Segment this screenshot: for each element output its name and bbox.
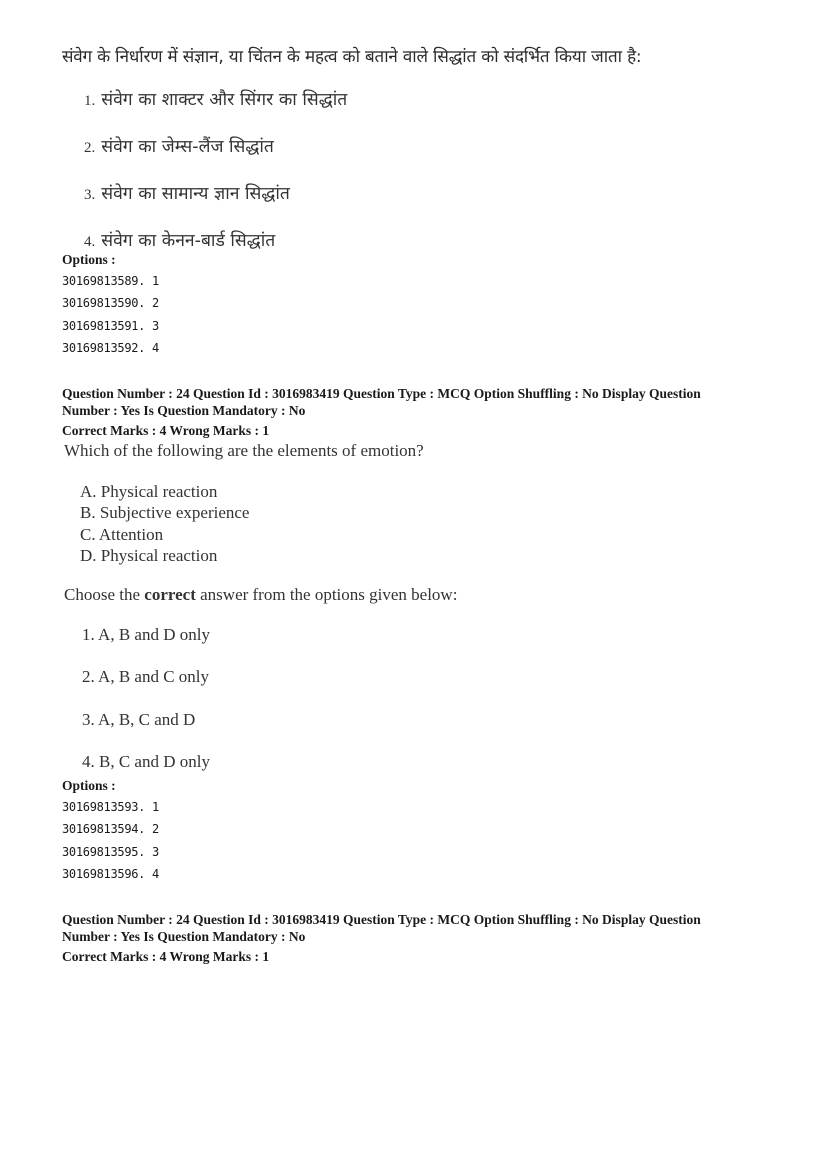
- meta-line: Question Number : 24 Question Id : 3016983419 Question Type : MCQ Option Shuffling : No Display Question: [62, 386, 701, 401]
- options-label: Options :: [62, 252, 116, 267]
- choice-text: संवेग का जेम्स-लैंज सिद्धांत: [101, 137, 274, 157]
- hindi-question-text: संवेग के निर्धारण में संज्ञान, या चिंतन के महत्व को बताने वाले सिद्धांत को संदर्भित किया जाता है:: [62, 47, 642, 67]
- hindi-choice: [84, 182, 347, 229]
- choice-list: [82, 623, 210, 792]
- choice: 3. A, B, C and D: [82, 709, 196, 729]
- option-id: 30169813596. 4: [62, 867, 159, 882]
- choice: 2. A, B and C only: [82, 667, 210, 687]
- question-meta: [62, 911, 772, 965]
- instruction-post: answer from the options given below:: [195, 585, 458, 604]
- choice: 1. A, B and D only: [82, 625, 210, 644]
- instruction-bold: correct: [144, 585, 196, 604]
- meta-line: Question Number : 24 Question Id : 3016983419 Question Type : MCQ Option Shuffling : No Display Question: [62, 912, 701, 927]
- statement: B. Subjective experience: [80, 503, 250, 523]
- choice-number: 1.: [84, 93, 96, 109]
- option-id: 30169813591. 3: [62, 318, 159, 333]
- question-text: Which of the following are the elements of emotion?: [64, 441, 424, 460]
- choice-number: 4.: [84, 234, 96, 250]
- option-id: 30169813593. 1: [62, 800, 159, 814]
- choice-number: 3.: [84, 187, 96, 203]
- meta-line: Number : Yes Is Question Mandatory : No: [62, 403, 306, 418]
- option-id: 30169813590. 2: [62, 296, 159, 311]
- choice-number: 2.: [84, 140, 96, 156]
- option-id: 30169813589. 1: [62, 274, 159, 288]
- choice-text: संवेग का शाक्टर और सिंगर का सिद्धांत: [101, 90, 348, 110]
- option-id: 30169813592. 4: [62, 341, 159, 356]
- marks-line: Correct Marks : 4 Wrong Marks : 1: [62, 949, 270, 964]
- statement: C. Attention: [80, 524, 164, 544]
- options-block: [62, 250, 159, 360]
- instruction-pre: Choose the: [64, 585, 145, 604]
- statement: A. Physical reaction: [80, 482, 218, 501]
- option-id: 30169813595. 3: [62, 844, 159, 859]
- meta-line: Number : Yes Is Question Mandatory : No: [62, 929, 306, 944]
- statement-list: [80, 481, 249, 566]
- choice: 4. B, C and D only: [82, 751, 210, 771]
- option-id: 30169813594. 2: [62, 822, 159, 837]
- question-meta: [62, 385, 772, 439]
- statement: D. Physical reaction: [80, 545, 218, 565]
- options-label: Options :: [62, 778, 116, 793]
- hindi-choice-list: [84, 88, 347, 276]
- instruction-text: [64, 585, 457, 605]
- marks-line: Correct Marks : 4 Wrong Marks : 1: [62, 423, 270, 438]
- choice-text: संवेग का केनन-बार्ड सिद्धांत: [101, 231, 276, 251]
- choice-text: संवेग का सामान्य ज्ञान सिद्धांत: [101, 184, 290, 204]
- options-block: [62, 776, 159, 886]
- hindi-choice: [84, 88, 347, 135]
- hindi-choice: [84, 135, 347, 182]
